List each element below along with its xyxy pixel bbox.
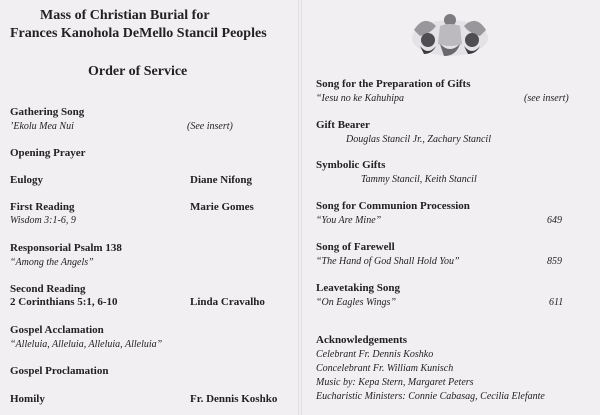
symbolic-gifts-names: Tammy Stancil, Keith Stancil <box>361 174 477 185</box>
left-page <box>0 0 298 415</box>
psalm-label: Responsorial Psalm 138 <box>10 242 122 254</box>
communion-song: “You Are Mine” <box>316 215 382 226</box>
first-reading-person: Marie Gomes <box>190 201 254 213</box>
ack-ministers: Eucharistic Ministers: Connie Cabasag, Cecilia Elefante <box>316 391 545 402</box>
title-line-2: Frances Kanohola DeMello Stancil Peoples <box>10 26 267 41</box>
leavetaking-number: 611 <box>549 297 564 308</box>
gathering-song-label: Gathering Song <box>10 106 85 118</box>
order-of-service-heading: Order of Service <box>88 64 188 79</box>
leavetaking-song: “On Eagles Wings” <box>316 297 397 308</box>
ack-celebrant: Celebrant Fr. Dennis Koshko <box>316 349 434 360</box>
homily-person: Fr. Dennis Koshko <box>190 393 278 405</box>
prep-gifts-song: “Iesu no ke Kahuhipa <box>316 93 405 104</box>
gathering-song-title: ’Ekolu Mea Nui <box>10 121 74 132</box>
second-reading-ref: 2 Corinthians 5:1, 6-10 <box>10 296 118 308</box>
homily-label: Homily <box>10 393 45 405</box>
acknowledgements-label: Acknowledgements <box>316 334 408 346</box>
gospel-acclamation-song: “Alleluia, Alleluia, Alleluia, Alleluia” <box>10 339 163 350</box>
second-reading-label: Second Reading <box>10 283 86 295</box>
leavetaking-label: Leavetaking Song <box>316 282 401 294</box>
communion-number: 649 <box>547 215 562 226</box>
prep-gifts-label: Song for the Preparation of Gifts <box>316 78 471 90</box>
angels-image <box>410 10 490 60</box>
ack-music: Music by: Kepa Stern, Margaret Peters <box>316 377 474 388</box>
first-reading-ref: Wisdom 3:1-6, 9 <box>10 215 76 226</box>
right-page <box>302 0 600 415</box>
psalm-song: “Among the Angels” <box>10 257 94 268</box>
ack-concelebrant: Concelebrant Fr. William Kunisch <box>316 363 454 374</box>
farewell-label: Song of Farewell <box>316 241 395 253</box>
gospel-acclamation-label: Gospel Acclamation <box>10 324 104 336</box>
eulogy-person: Diane Nifong <box>190 174 253 186</box>
second-reading-person: Linda Cravalho <box>190 296 265 308</box>
eulogy-label: Eulogy <box>10 174 44 186</box>
farewell-number: 859 <box>547 256 562 267</box>
farewell-song: “The Hand of God Shall Hold You” <box>316 256 460 267</box>
gospel-proclamation-label: Gospel Proclamation <box>10 365 109 377</box>
gathering-song-note: (See insert) <box>187 121 233 132</box>
gift-bearer-label: Gift Bearer <box>316 119 370 131</box>
opening-prayer-label: Opening Prayer <box>10 147 86 159</box>
title-line-1: Mass of Christian Burial for <box>40 8 210 23</box>
prep-gifts-note: (see insert) <box>524 93 569 104</box>
first-reading-label: First Reading <box>10 201 75 213</box>
gift-bearer-names: Douglas Stancil Jr., Zachary Stancil <box>346 134 491 145</box>
communion-label: Song for Communion Procession <box>316 200 470 212</box>
symbolic-gifts-label: Symbolic Gifts <box>316 159 386 171</box>
